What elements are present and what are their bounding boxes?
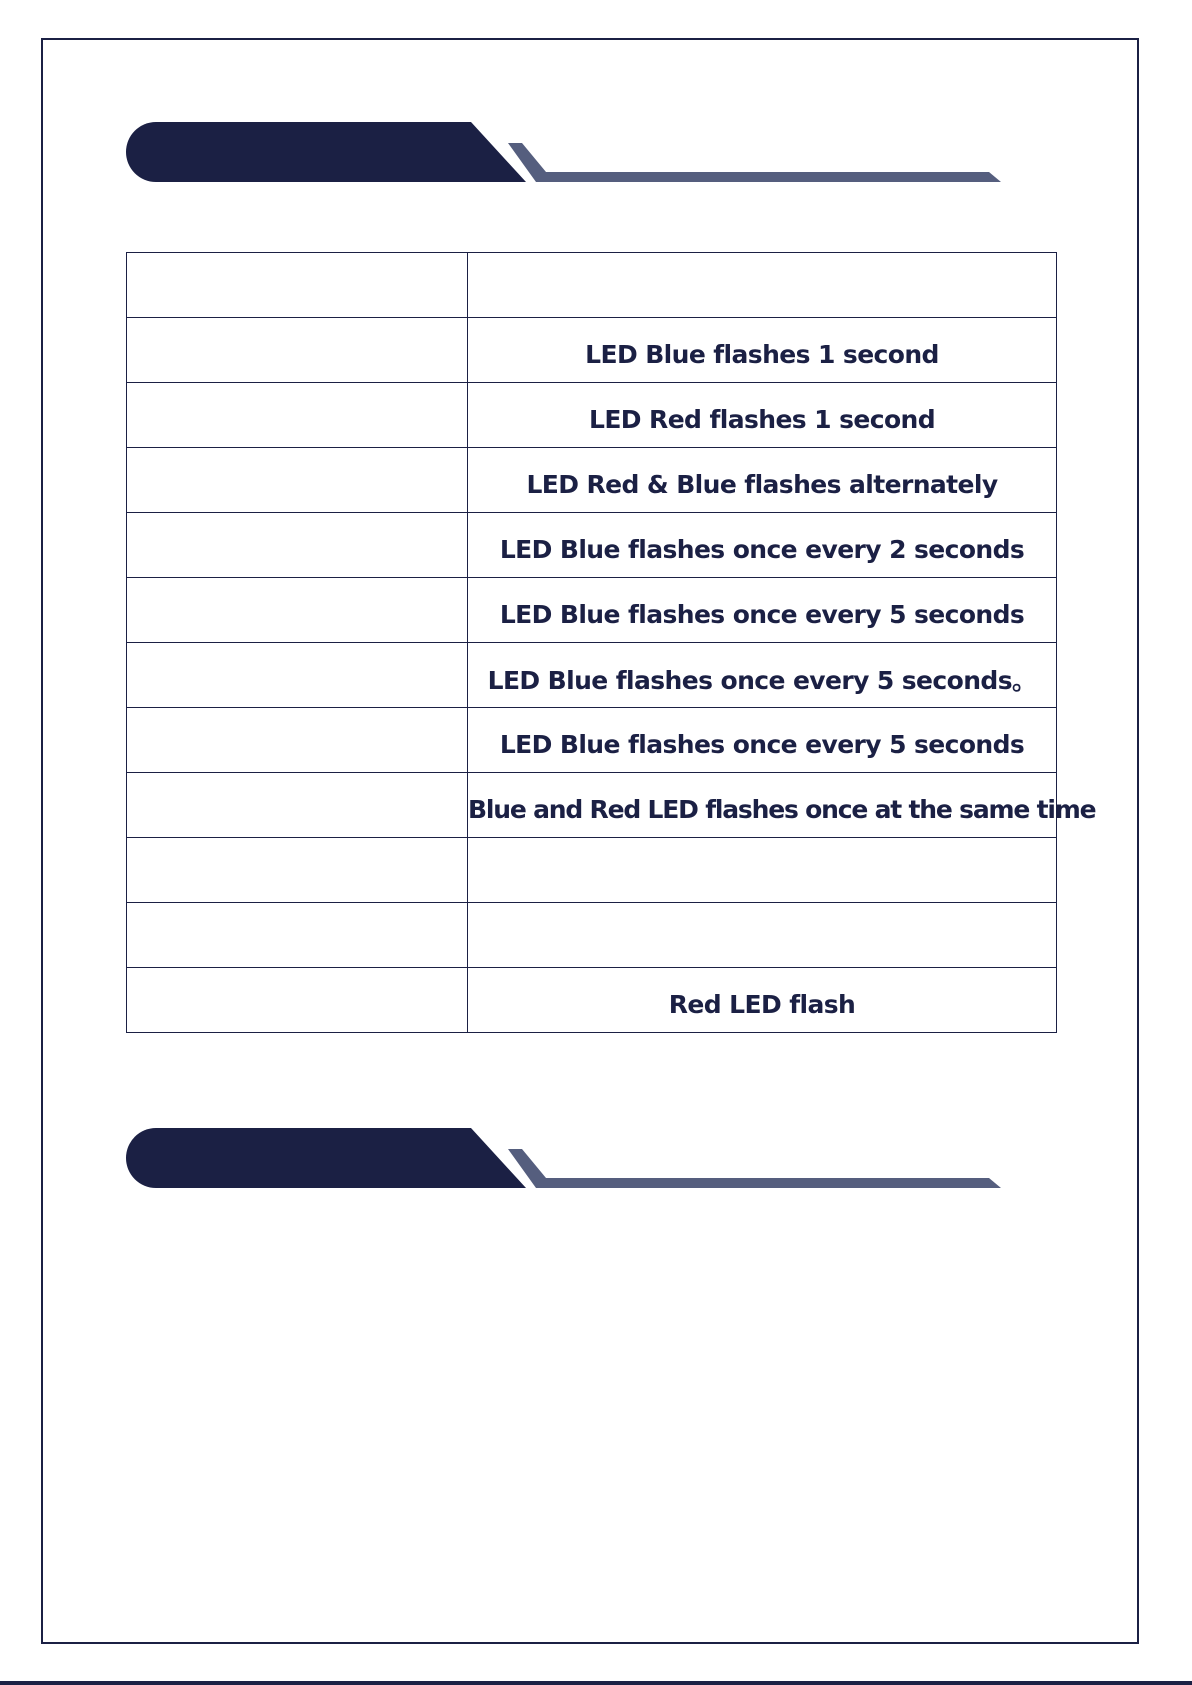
table-row	[127, 578, 1057, 643]
indication-cell	[468, 968, 1057, 1033]
section-header-banner-1	[126, 122, 1001, 184]
indication-cell	[468, 253, 1057, 318]
table-row	[127, 448, 1057, 513]
indication-text: LED Blue flashes 1 second	[585, 339, 939, 369]
indication-text: LED Blue flashes once every 2 seconds	[499, 534, 1025, 564]
table-row	[127, 968, 1057, 1033]
table-row	[127, 253, 1057, 318]
state-cell	[127, 318, 468, 383]
indication-text: Blue and Red LED flashes once at the same time	[468, 794, 1096, 824]
state-cell	[127, 643, 468, 708]
section-header-banner-graphic	[126, 1128, 1001, 1190]
indication-cell	[468, 448, 1057, 513]
indication-cell	[468, 838, 1057, 903]
state-cell	[127, 448, 468, 513]
state-cell	[127, 773, 468, 838]
state-cell	[127, 578, 468, 643]
indication-cell	[468, 513, 1057, 578]
indication-text: LED Red flashes 1 second	[588, 404, 936, 434]
section-header-banner-graphic	[126, 122, 1001, 184]
table-row	[127, 903, 1057, 968]
indication-cell	[468, 773, 1096, 838]
indication-text: LED Blue flashes once every 5 seconds。	[487, 666, 1037, 695]
table-row	[127, 838, 1057, 903]
page-bottom-edge	[0, 1681, 1192, 1685]
section-header-banner-2	[126, 1128, 1001, 1190]
table-row	[127, 708, 1057, 773]
state-cell	[127, 253, 468, 318]
led-status-table	[126, 252, 1096, 1033]
table-row	[127, 383, 1057, 448]
indication-cell	[468, 578, 1057, 643]
state-cell	[127, 903, 468, 968]
state-cell	[127, 513, 468, 578]
table-row	[127, 513, 1057, 578]
indication-text: Red LED flash	[668, 989, 856, 1019]
table-row	[127, 773, 1057, 838]
state-cell	[127, 838, 468, 903]
indication-cell	[468, 708, 1057, 773]
indication-cell	[468, 903, 1057, 968]
table-row	[127, 318, 1057, 383]
indication-cell	[468, 383, 1057, 448]
state-cell	[127, 708, 468, 773]
state-cell	[127, 383, 468, 448]
indication-text: LED Red & Blue flashes alternately	[526, 469, 998, 499]
indication-text: LED Blue flashes once every 5 seconds	[499, 729, 1025, 759]
table-row	[127, 643, 1057, 708]
state-cell	[127, 968, 468, 1033]
indication-text: LED Blue flashes once every 5 seconds	[499, 599, 1025, 629]
indication-cell	[468, 318, 1057, 383]
indication-cell	[468, 643, 1057, 708]
